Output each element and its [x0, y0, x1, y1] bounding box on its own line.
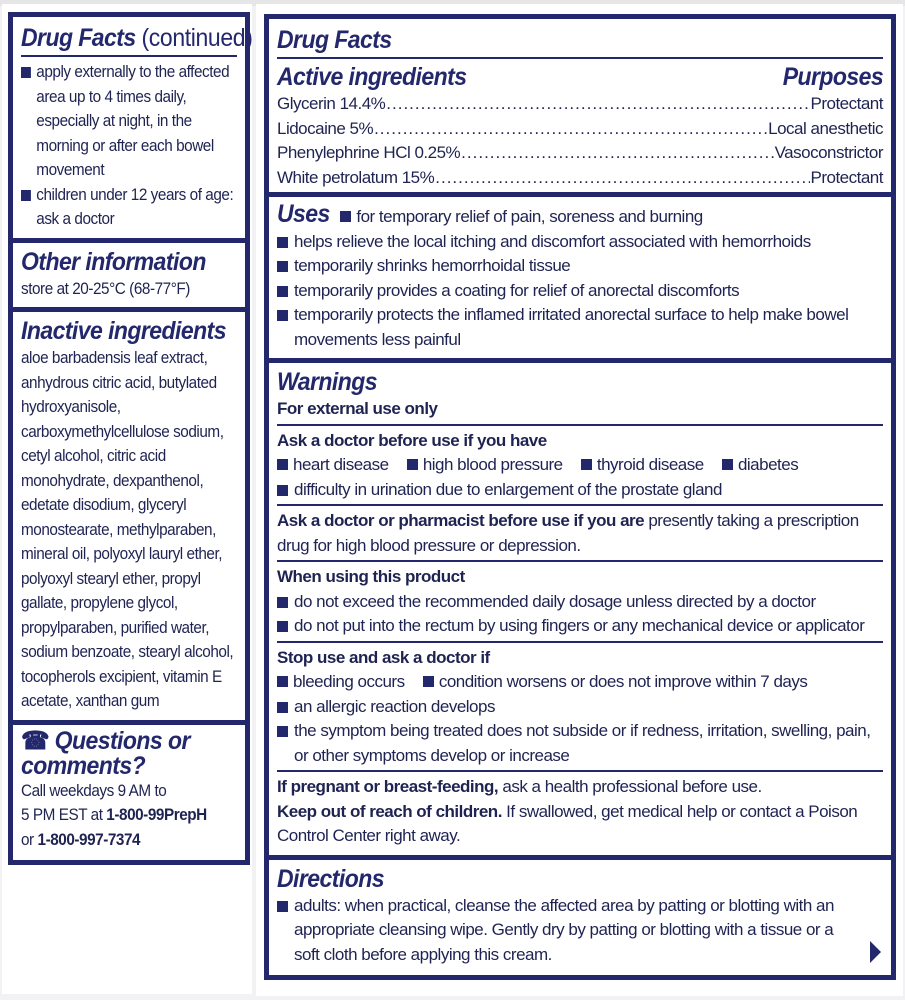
inactive-ingredients-text: aloe barbadensis leaf extract, anhydrous citric acid, butylated hydroxyanisole, carboxymethylcellulose sodium, cetyl alcohol, citric acid monohydrate, dexpanthenol, edetate disodium, glyceryl monostearate, methylparaben, mineral oil, polyoxyl lauryl ether, polyoxyl stearyl ether, propyl gallate, propylene glycol, propylparaben, purified water, sodium benzoate, stearyl alcohol, tocopherols excipient, vitamin E acetate, xanthan gum: [21, 348, 234, 710]
list-item-text: thyroid disease: [596, 455, 704, 474]
drug-facts-continued-section: [13, 17, 253, 238]
dot-leader: [435, 166, 809, 191]
bullet-square-icon: [722, 459, 733, 470]
ingredient-name: Glycerin 14.4%: [277, 94, 386, 113]
inactive-ingredients-title: Inactive ingredients: [21, 317, 226, 345]
list-item-text: the symptom being treated does not subside or if redness, irritation, swelling, pain, or other symptoms develop or increase: [294, 721, 871, 765]
phone-number[interactable]: 1-800-997-7374: [37, 829, 141, 849]
drug-facts-continued-title: [21, 23, 253, 53]
ingredient-row: [277, 166, 883, 191]
list-item-text: difficulty in urination due to enlargement of the prostate gland: [294, 479, 722, 499]
uses-list: [277, 199, 883, 352]
uses-title: Uses: [277, 200, 330, 228]
divider: [277, 641, 883, 643]
other-information-section: [13, 243, 245, 308]
active-ingredients-table: [277, 92, 883, 190]
bullet-square-icon: [277, 676, 288, 687]
stop-use-inline-items: [277, 670, 883, 695]
list-item-text: heart disease: [293, 455, 389, 474]
ingredient-purpose: Protectant: [810, 94, 883, 113]
divider: [277, 504, 883, 506]
list-item-text: bleeding occurs: [293, 672, 405, 691]
list-item-text: an allergic reaction develops: [294, 696, 495, 716]
list-item-text: adults: when practical, cleanse the affected area by patting or blotting with an appropriate cleansing wipe. Gently dry by patting or blotting with a tissue or a soft cloth before applying this cream.: [294, 895, 834, 964]
left-frame: [8, 12, 253, 865]
ingredient-name: Lidocaine 5%: [277, 118, 374, 138]
stop-use-block: [277, 646, 883, 769]
phone-number-vanity[interactable]: 1-800-99PrepH: [106, 805, 207, 824]
bullet-square-icon: [340, 211, 351, 222]
ask-doctor-inline-items: [277, 453, 883, 478]
questions-contact: [21, 779, 237, 853]
list-item: [21, 183, 237, 232]
warnings-section: [269, 363, 891, 855]
ingredient-purpose: Local anesthetic: [768, 118, 883, 138]
ingredient-purpose: Protectant: [810, 167, 883, 187]
bullet-square-icon: [277, 261, 288, 272]
dot-leader: [386, 92, 809, 117]
purposes-heading: Purposes: [782, 63, 883, 91]
inactive-ingredients-section: [13, 312, 245, 720]
list-item-text: do not exceed the recommended daily dosage unless directed by a doctor: [294, 591, 816, 611]
dot-leader: [461, 141, 773, 166]
bullet-square-icon: [277, 597, 288, 608]
list-item-text: children under 12 years of age: ask a doctor: [36, 184, 234, 228]
list-item: [277, 719, 883, 768]
questions-title-text: Questions or comments?: [21, 726, 190, 780]
left-label-panel: [2, 4, 252, 994]
list-item-text: temporarily shrinks hemorrhoidal tissue: [294, 256, 571, 275]
directions-continued-list: [21, 60, 237, 232]
bullet-square-icon: [277, 286, 288, 297]
children-heading: Keep out of reach of children.: [277, 801, 502, 821]
active-ingredients-header: [277, 62, 883, 92]
ingredient-name: White petrolatum 15%: [277, 167, 435, 187]
bullet-square-icon: [277, 459, 288, 470]
bullet-square-icon: [21, 67, 31, 78]
ask-pharmacist-heading: Ask a doctor or pharmacist before use if you are: [277, 511, 645, 530]
list-item-text: apply externally to the affected area up to 4 times daily, especially at night, in the morning or after each bowel movement: [36, 62, 230, 179]
questions-section: [13, 725, 245, 861]
storage-text: store at 20-25°C (68-77°F): [21, 278, 190, 298]
right-frame: [264, 14, 896, 980]
list-item-text: temporarily provides a coating for relief of anorectal discomforts: [294, 280, 740, 300]
bullet-square-icon: [277, 726, 288, 737]
list-item: [277, 695, 883, 720]
bullet-square-icon: [277, 485, 288, 496]
warnings-title: Warnings: [277, 368, 377, 396]
active-ingredients-section: [269, 19, 891, 192]
telephone-icon: ☎: [21, 726, 50, 755]
list-item: [277, 279, 883, 304]
bullet-square-icon: [407, 459, 418, 470]
bullet-square-icon: [277, 621, 288, 632]
right-label-panel: [256, 4, 903, 996]
bullet-square-icon: [277, 702, 288, 713]
divider: [277, 560, 883, 562]
when-using-block: [277, 565, 883, 639]
ingredient-purpose: Vasoconstrictor: [774, 143, 883, 162]
uses-section: [269, 197, 891, 358]
ask-doctor-block: [277, 429, 883, 503]
directions-title: Directions: [277, 864, 384, 893]
ingredient-row: [277, 117, 883, 142]
list-item-text: helps relieve the local itching and discomfort associated with hemorrhoids: [294, 231, 811, 251]
list-item-text: condition worsens or does not improve within 7 days: [438, 672, 808, 691]
divider: [21, 55, 237, 57]
ingredient-name: Phenylephrine HCl 0.25%: [277, 143, 461, 162]
bullet-square-icon: [277, 237, 288, 248]
title-suffix: (continued): [141, 24, 253, 52]
divider: [277, 770, 883, 772]
divider: [277, 424, 883, 426]
list-item-text: for temporary relief of pain, soreness and burning: [356, 207, 703, 226]
list-item-text: high blood pressure: [422, 455, 563, 474]
list-item: [277, 303, 883, 352]
list-item: [277, 894, 853, 968]
active-ingredients-heading: Active ingredients: [277, 63, 467, 91]
list-item: [277, 254, 883, 279]
pregnancy-warning: [277, 775, 883, 800]
directions-list: [277, 894, 883, 968]
phone-line-2: [21, 828, 237, 853]
directions-section: [269, 860, 891, 976]
or-text: or: [21, 829, 38, 849]
ingredient-row: [277, 141, 883, 166]
uses-first-line: [277, 199, 883, 230]
ask-pharmacist-block: [277, 509, 883, 558]
bullet-square-icon: [581, 459, 592, 470]
pregnancy-heading: If pregnant or breast-feeding,: [277, 777, 499, 796]
questions-title: [21, 726, 242, 780]
ask-doctor-heading: Ask a doctor before use if you have: [277, 430, 547, 450]
bullet-square-icon: [423, 676, 434, 687]
phone-line-1: [21, 803, 237, 828]
call-hours-suffix: 5 PM EST at: [21, 805, 107, 824]
list-item: [277, 478, 883, 503]
pregnancy-block: [277, 775, 883, 849]
title-text: Drug Facts: [21, 24, 136, 52]
bullet-square-icon: [21, 190, 31, 201]
list-item: [277, 230, 883, 255]
list-item: [277, 590, 883, 615]
external-use-text: For external use only: [277, 399, 438, 418]
other-information-title: Other information: [21, 247, 206, 276]
arrow-right-icon: [870, 941, 881, 963]
divider: [277, 57, 883, 59]
list-item: [21, 60, 237, 183]
dot-leader: [374, 117, 767, 142]
children-text: If swallowed, get medical help or contact a Poison Control Center right away.: [277, 801, 858, 845]
bullet-square-icon: [277, 901, 288, 912]
children-warning: [277, 800, 883, 849]
pregnancy-text: ask a health professional before use.: [498, 777, 762, 796]
call-hours-text: Call weekdays 9 AM to: [21, 780, 167, 800]
bullet-square-icon: [277, 310, 288, 321]
list-item-text: temporarily protects the inflamed irritated anorectal surface to help make bowel movements less painful: [294, 305, 849, 349]
list-item-text: do not put into the rectum by using fingers or any mechanical device or applicator: [294, 616, 865, 635]
ingredient-row: [277, 92, 883, 117]
stop-use-heading: Stop use and ask a doctor if: [277, 647, 490, 667]
when-using-heading: When using this product: [277, 567, 465, 586]
list-item: [277, 614, 883, 639]
ask-pharmacist-text: presently taking a prescription drug for high blood pressure or depression.: [277, 511, 859, 555]
list-item-text: diabetes: [737, 455, 799, 474]
drug-facts-title: Drug Facts: [277, 26, 392, 54]
